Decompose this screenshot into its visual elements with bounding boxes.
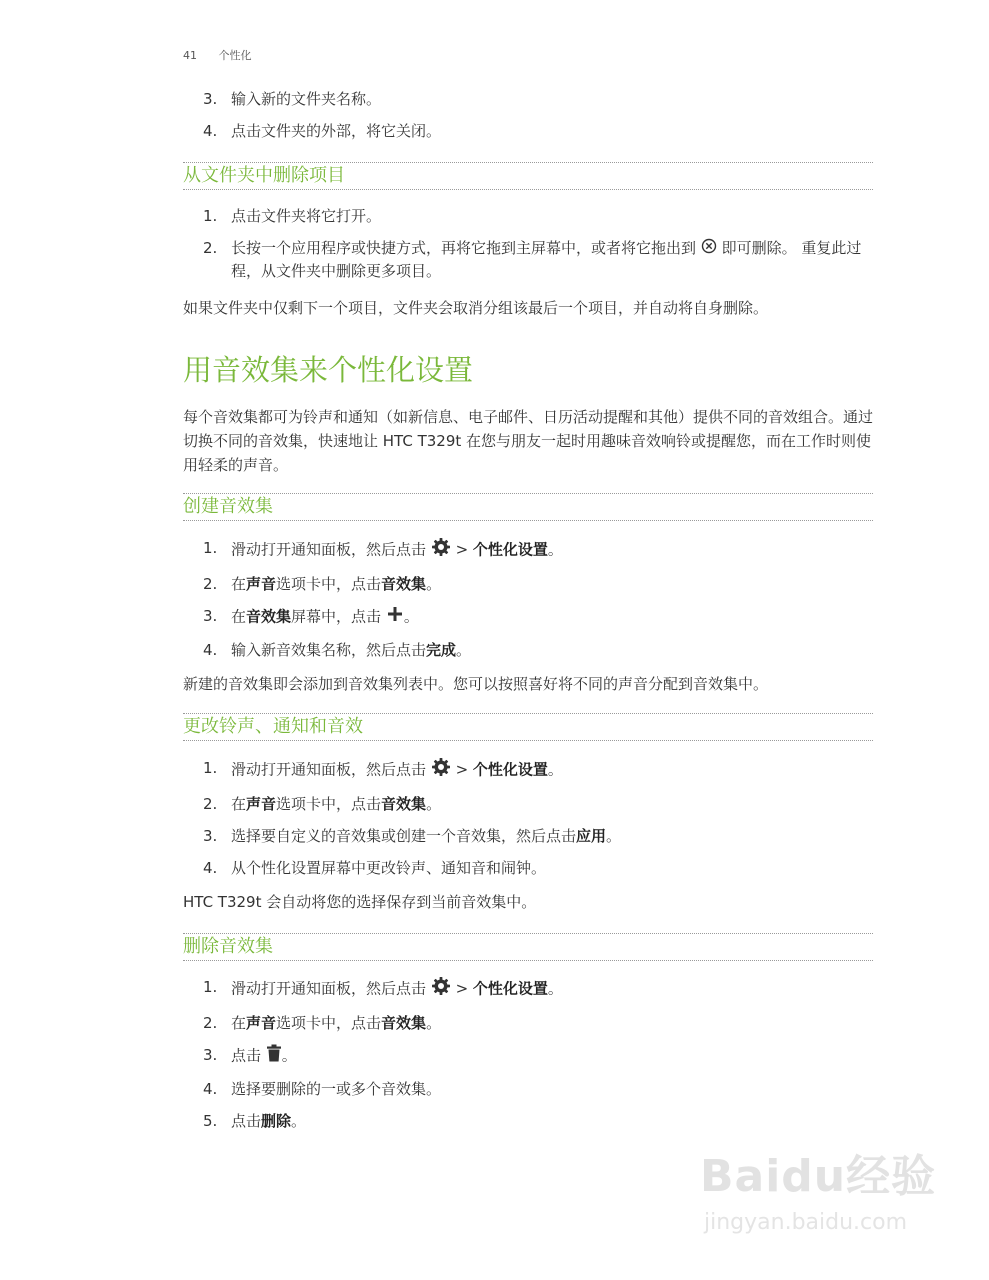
remove-steps-list <box>183 205 873 292</box>
intro-paragraph: 每个音效集都可为铃声和通知（如新信息、电子邮件、日历活动提醒和其他）提供不同的音效组合。通过切换不同的音效集，快速地让 HTC T329t 在您与朋友一起时用趣味音效响铃或提醒您，而在工作时则使用轻柔的声音。 <box>183 408 874 474</box>
watermark-url: jingyan.baidu.com <box>704 1210 908 1235</box>
delete-steps-list <box>183 976 873 1142</box>
trash-icon <box>266 1044 282 1068</box>
list-item: 4. 输入新音效集名称，然后点击完成。 <box>203 641 472 659</box>
list-item: 1. 滑动打开通知面板，然后点击 > 个性化设置。 <box>183 757 873 783</box>
settings-gear-icon <box>431 537 451 563</box>
section-name: 个性化 <box>218 49 252 62</box>
list-item: 4. 选择要删除的一或多个音效集。 <box>203 1080 442 1098</box>
section-heading-remove: 从文件夹中删除项目 <box>183 162 873 190</box>
watermark-brand: Baidu经验 <box>700 1151 937 1202</box>
list-item: 5. 点击删除。 <box>203 1112 307 1130</box>
remove-circle-icon <box>701 238 717 260</box>
list-item: 2. 在声音选项卡中，点击音效集。 <box>203 575 442 593</box>
watermark <box>700 1130 940 1250</box>
list-item: 4. 从个性化设置屏幕中更改铃声、通知音和闹钟。 <box>203 859 547 877</box>
page-header <box>183 47 252 63</box>
change-steps-list <box>183 757 873 889</box>
list-item: 3. 在音效集屏幕中，点击 。 <box>183 605 873 629</box>
list-item: 3. 选择要自定义的音效集或创建一个音效集，然后点击应用。 <box>203 827 622 845</box>
section-heading-delete: 删除音效集 <box>183 933 873 961</box>
settings-gear-icon <box>431 757 451 783</box>
list-item: 2. 在声音选项卡中，点击音效集。 <box>203 1014 442 1032</box>
list-item: 1. 点击文件夹将它打开。 <box>203 207 382 225</box>
settings-gear-icon <box>431 976 451 1002</box>
list-item: 4. 点击文件夹的外部，将它关闭。 <box>203 122 442 140</box>
create-steps-list <box>183 537 873 671</box>
list-item: 3. 输入新的文件夹名称。 <box>203 90 382 108</box>
remove-note: 如果文件夹中仅剩下一个项目，文件夹会取消分组该最后一个项目，并自动将自身删除。 <box>183 299 769 317</box>
section-heading-create: 创建音效集 <box>183 493 873 521</box>
list-item: 2. 长按一个应用程序或快捷方式，再将它拖到主屏幕中，或者将它拖出到 即可删除。 重复此过程，从文件夹中删除更多项目。 <box>203 239 862 280</box>
section-heading-change: 更改铃声、通知和音效 <box>183 713 873 741</box>
page-number: 41 <box>183 49 197 62</box>
folder-steps-list <box>183 88 873 152</box>
plus-icon <box>386 605 404 629</box>
list-item: 2. 在声音选项卡中，点击音效集。 <box>203 795 442 813</box>
list-item: 1. 滑动打开通知面板，然后点击 > 个性化设置。 <box>183 537 873 563</box>
list-item: 1. 滑动打开通知面板，然后点击 > 个性化设置。 <box>183 976 873 1002</box>
change-note: HTC T329t 会自动将您的选择保存到当前音效集中。 <box>183 893 537 911</box>
main-title: 用音效集来个性化设置 <box>183 353 474 387</box>
create-note: 新建的音效集即会添加到音效集列表中。您可以按照喜好将不同的声音分配到音效集中。 <box>183 675 769 693</box>
list-item: 3. 点击 。 <box>183 1044 873 1068</box>
